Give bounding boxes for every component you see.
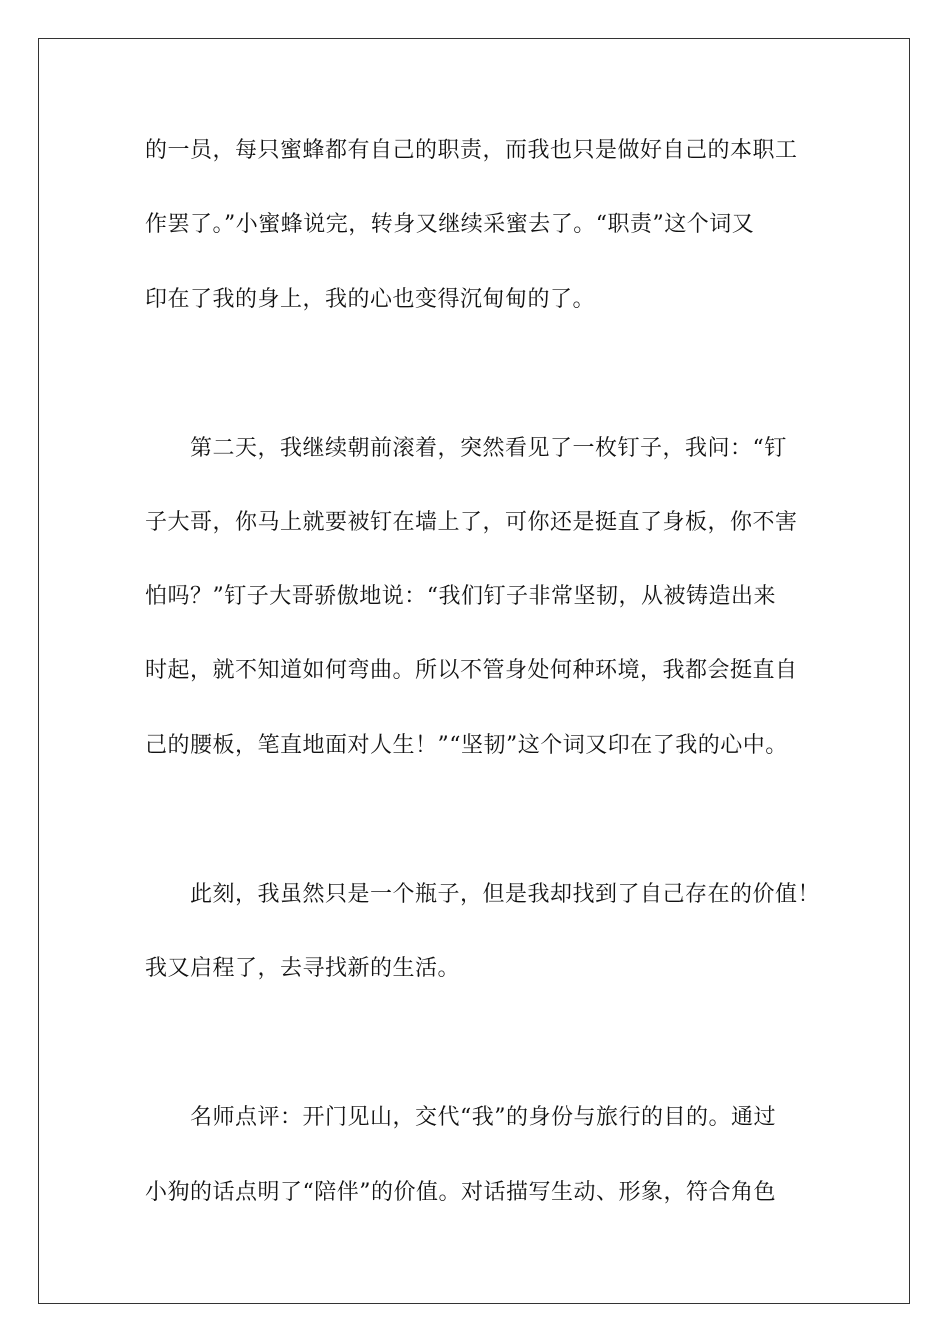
teacher-comment-line-1: 名师点评：开门见山，交代“我”的身份与旅行的目的。通过 (190, 1105, 776, 1130)
paragraph-1-line-2: 作罢了。”小蜜蜂说完，转身又继续采蜜去了。“职责”这个词又 (145, 212, 755, 237)
teacher-comment-line-2: 小狗的话点明了“陪伴”的价值。对话描写生动、形象，符合角色 (145, 1180, 776, 1205)
paragraph-3-line-1: 此刻，我虽然只是一个瓶子，但是我却找到了自己存在的价值！ (190, 882, 821, 907)
paragraph-2-line-5: 己的腰板，笔直地面对人生！”“坚韧”这个词又印在了我的心中。 (145, 733, 788, 758)
paragraph-2-line-4: 时起，就不知道如何弯曲。所以不管身处何种环境，我都会挺直自 (145, 658, 798, 683)
paragraph-2-line-2: 子大哥，你马上就要被钉在墙上了，可你还是挺直了身板，你不害 (145, 510, 798, 535)
paragraph-1-line-3: 印在了我的身上，我的心也变得沉甸甸的了。 (145, 287, 596, 312)
paragraph-2-line-3: 怕吗？”钉子大哥骄傲地说：“我们钉子非常坚韧，从被铸造出来 (145, 584, 776, 609)
paragraph-2-line-1: 第二天，我继续朝前滚着，突然看见了一枚钉子，我问：“钉 (190, 436, 787, 461)
paragraph-3-line-2: 我又启程了，去寻找新的生活。 (145, 956, 461, 981)
paragraph-1-line-1: 的一员，每只蜜蜂都有自己的职责，而我也只是做好自己的本职工 (145, 138, 798, 163)
